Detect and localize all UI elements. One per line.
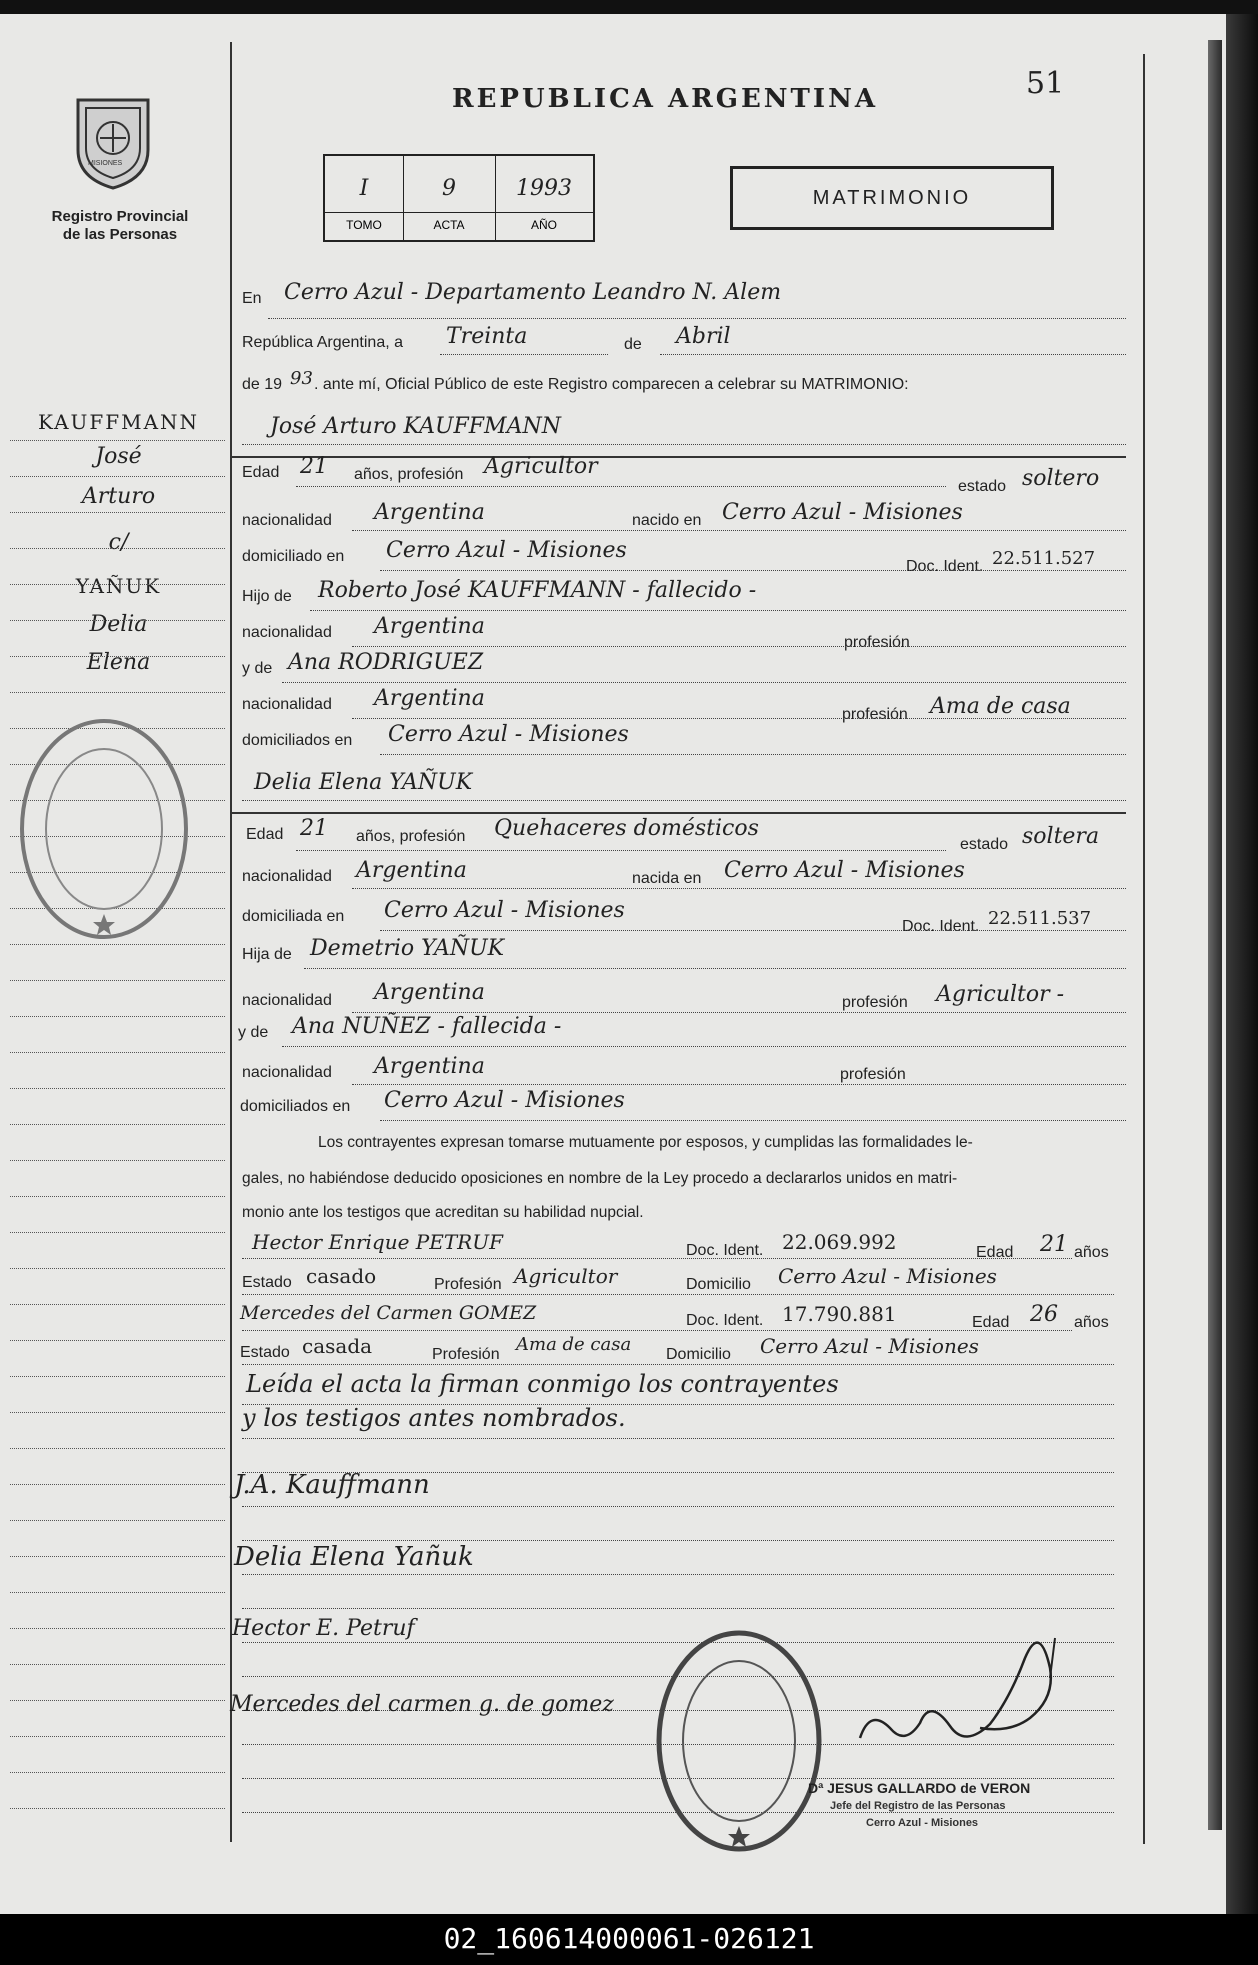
- en-label: En: [242, 290, 262, 307]
- estado-label: estado: [960, 836, 1009, 853]
- year-suffix: 93: [290, 368, 313, 389]
- margin-stamp: [14, 714, 194, 944]
- page-number: 51: [1026, 66, 1065, 101]
- groom-mother-profession: Ama de casa: [930, 694, 1071, 719]
- estado-label: estado: [958, 478, 1007, 495]
- dotted-line: [242, 444, 1126, 445]
- witness1-profession: Agricultor: [514, 1264, 618, 1288]
- margin-ruled-line: [10, 548, 225, 549]
- dotted-line: [440, 354, 608, 355]
- dotted-line: [242, 1258, 1072, 1259]
- acta-label: ACTA: [433, 218, 465, 232]
- margin-divider: [230, 42, 232, 1842]
- dotted-line: [352, 1012, 1126, 1013]
- witness2-domicile: Cerro Azul - Misiones: [760, 1334, 979, 1358]
- intro-statement: . ante mí, Oficial Público de este Registro comparecen a celebrar su MATRIMONIO:: [314, 376, 909, 393]
- margin-ruled-line: [10, 692, 225, 693]
- margin-ruled-line: [10, 980, 225, 981]
- margin-ruled-line: [10, 512, 225, 513]
- margin-ruled-line: [10, 1664, 225, 1665]
- margin-note: KAUFFMANN: [37, 410, 200, 434]
- domiciliados-label: domiciliados en: [242, 732, 353, 749]
- margin-ruled-line: [10, 620, 225, 621]
- margin-ruled-line: [10, 1052, 225, 1053]
- official-stamp: [652, 1626, 826, 1856]
- bride-mother-nationality: Argentina: [374, 1054, 485, 1079]
- witness-profesion-label: Profesión: [434, 1276, 502, 1293]
- file-id-bar: [0, 1914, 1258, 1965]
- groom-parents-domicile: Cerro Azul - Misiones: [388, 722, 629, 747]
- registry-name: [30, 208, 210, 244]
- margin-ruled-line: [10, 1736, 225, 1737]
- dotted-line: [352, 646, 1126, 647]
- dotted-line: [296, 850, 946, 851]
- dotted-line: [304, 968, 1126, 969]
- official-place: Cerro Azul - Misiones: [866, 1817, 979, 1829]
- groom-doc: 22.511.527: [992, 548, 1096, 569]
- margin-ruled-line: [10, 1700, 225, 1701]
- witness1-domicile: Cerro Azul - Misiones: [778, 1264, 997, 1288]
- witness-doc-label: Doc. Ident.: [686, 1242, 764, 1259]
- witness1-name: Hector Enrique PETRUF: [252, 1230, 503, 1254]
- doc-label: Doc. Ident.: [906, 558, 984, 575]
- signature-ruled-line: [242, 1540, 1114, 1541]
- dotted-line: [380, 754, 1126, 755]
- doc-label: Doc. Ident.: [902, 918, 980, 935]
- margin-ruled-line: [10, 1628, 225, 1629]
- nacionalidad-label: nacionalidad: [242, 868, 332, 885]
- bride-domicile: Cerro Azul - Misiones: [384, 898, 625, 923]
- witness2-estado: casada: [302, 1334, 373, 1358]
- dotted-line: [660, 354, 1126, 355]
- right-border: [1143, 54, 1145, 1844]
- margin-ruled-line: [10, 1808, 225, 1809]
- bride-birthplace: Cerro Azul - Misiones: [724, 858, 965, 883]
- closing-line1: Leída el acta la firman conmigo los contrayentes: [246, 1370, 839, 1398]
- signature-witness2: Mercedes del carmen g. de gomez: [230, 1692, 614, 1717]
- margin-ruled-line: [10, 1340, 225, 1341]
- margin-ruled-line: [10, 584, 225, 585]
- yde-label: y de: [238, 1024, 269, 1041]
- margin-ruled-line: [10, 1592, 225, 1593]
- dotted-line: [380, 570, 1126, 571]
- groom-nationality: Argentina: [374, 500, 485, 525]
- witness1-age: 21: [1040, 1232, 1068, 1257]
- groom-father: Roberto José KAUFFMANN - fallecido -: [318, 578, 757, 603]
- margin-ruled-line: [10, 1484, 225, 1485]
- dotted-line: [242, 1364, 1114, 1365]
- margin-ruled-line: [10, 1304, 225, 1305]
- domiciliada-label: domiciliada en: [242, 908, 345, 925]
- dotted-line: [242, 1294, 1114, 1295]
- margin-note: Delia: [89, 612, 148, 637]
- de-label: de: [624, 336, 642, 353]
- margin-ruled-line: [10, 656, 225, 657]
- registry-line2: de las Personas: [62, 226, 178, 243]
- registry-seal: [72, 90, 154, 190]
- dotted-line: [268, 318, 1126, 319]
- witness1-doc: 22.069.992: [782, 1230, 897, 1254]
- anos-profesion-label: años, profesión: [356, 828, 466, 845]
- dotted-line: [242, 1438, 1114, 1439]
- file-id: 02_160614000061-026121: [443, 1922, 815, 1955]
- bride-father-profession: Agricultor -: [936, 982, 1065, 1007]
- margin-ruled-line: [10, 1556, 225, 1557]
- domiciliado-label: domiciliado en: [242, 548, 345, 565]
- nacida-label: nacida en: [632, 870, 702, 887]
- bride-father: Demetrio YAÑUK: [310, 936, 505, 961]
- witness-edad-label: Edad: [972, 1314, 1010, 1331]
- signature-ruled-line: [242, 1506, 1114, 1507]
- ano-value: 1993: [516, 176, 572, 201]
- margin-ruled-line: [10, 1772, 225, 1773]
- edad-label: Edad: [246, 826, 284, 843]
- profesion-label: profesión: [842, 994, 908, 1011]
- dotted-line: [242, 1330, 1072, 1331]
- place-value: Cerro Azul - Departamento Leandro N. Alem: [284, 280, 782, 305]
- seal-text: MISIONES: [88, 160, 123, 167]
- margin-ruled-line: [10, 1016, 225, 1017]
- margin-ruled-line: [10, 1124, 225, 1125]
- margin-note: Arturo: [81, 484, 156, 509]
- witness-anos-label: años: [1074, 1244, 1109, 1261]
- dotted-line: [242, 800, 1126, 801]
- margin-ruled-line: [10, 1412, 225, 1413]
- ano-label: AÑO: [530, 218, 557, 232]
- bride-parents-domicile: Cerro Azul - Misiones: [384, 1088, 625, 1113]
- dotted-line: [296, 486, 946, 487]
- dotted-line: [380, 930, 1126, 931]
- witness-profesion-label: Profesión: [432, 1346, 500, 1363]
- day-value: Treinta: [446, 324, 528, 349]
- profesion-label: profesión: [842, 706, 908, 723]
- dotted-line: [310, 610, 1126, 611]
- dotted-line: [352, 1084, 1126, 1085]
- margin-ruled-line: [10, 1196, 225, 1197]
- margin-ruled-line: [10, 1520, 225, 1521]
- bride-estado: soltera: [1022, 824, 1100, 849]
- groom-name: José Arturo KAUFFMANN: [270, 414, 561, 439]
- groom-mother: Ana RODRIGUEZ: [288, 650, 484, 675]
- dotted-line: [352, 718, 1126, 719]
- record-type-box: [730, 166, 1054, 230]
- signature-ruled-line: [242, 1608, 1114, 1609]
- dotted-line: [380, 1120, 1126, 1121]
- witness-edad-label: Edad: [976, 1244, 1014, 1261]
- month-value: Abril: [676, 324, 731, 349]
- margin-note: Elena: [86, 650, 151, 675]
- witness1-estado: casado: [306, 1264, 377, 1288]
- dotted-line: [282, 682, 1126, 683]
- margin-note: c/: [108, 530, 129, 555]
- groom-age: 21: [300, 454, 328, 479]
- domiciliados-label: domiciliados en: [240, 1098, 351, 1115]
- declaration-line1: Los contrayentes expresan tomarse mutuamente por esposos, y cumplidas las formalidades le-: [318, 1134, 973, 1151]
- profesion-label: profesión: [844, 634, 910, 651]
- record-box: [323, 154, 595, 242]
- year-prefix: de 19: [242, 376, 283, 393]
- edad-label: Edad: [242, 464, 280, 481]
- margin-ruled-line: [10, 944, 225, 945]
- groom-profession: Agricultor: [484, 454, 598, 479]
- certificate-page: [0, 14, 1226, 1914]
- margin-ruled-line: [10, 1376, 225, 1377]
- margin-ruled-line: [10, 1232, 225, 1233]
- republica-label: República Argentina, a: [242, 334, 403, 351]
- bride-father-nationality: Argentina: [374, 980, 485, 1005]
- signature-ruled-line: [242, 1574, 1114, 1575]
- bride-name: Delia Elena YAÑUK: [254, 770, 473, 795]
- margin-ruled-line: [10, 440, 225, 441]
- witness-doc-label: Doc. Ident.: [686, 1312, 764, 1329]
- page-shadow: [1226, 14, 1258, 1914]
- tomo-value: I: [359, 176, 369, 201]
- yde-label: y de: [242, 660, 273, 677]
- groom-birthplace: Cerro Azul - Misiones: [722, 500, 963, 525]
- groom-father-nationality: Argentina: [374, 614, 485, 639]
- bride-mother: Ana NUÑEZ - fallecida -: [292, 1014, 562, 1039]
- official-name: Dª JESUS GALLARDO de VERON: [808, 1780, 1031, 1796]
- witness-estado-label: Estado: [242, 1274, 292, 1291]
- signature-bride: Delia Elena Yañuk: [234, 1542, 474, 1572]
- groom-domicile: Cerro Azul - Misiones: [386, 538, 627, 563]
- bride-age: 21: [300, 816, 328, 841]
- margin-note: José: [95, 444, 142, 469]
- nacionalidad-label: nacionalidad: [242, 696, 332, 713]
- section-rule: [232, 812, 1126, 814]
- record-type: MATRIMONIO: [812, 187, 972, 209]
- bride-profession: Quehaceres domésticos: [494, 816, 759, 841]
- witness2-doc: 17.790.881: [782, 1302, 897, 1326]
- dotted-line: [352, 530, 1126, 531]
- section-rule: [232, 456, 1126, 458]
- nacionalidad-label: nacionalidad: [242, 1064, 332, 1081]
- margin-note: YAÑUK: [75, 574, 162, 598]
- hijo-label: Hijo de: [242, 588, 292, 605]
- declaration-line2: gales, no habiéndose deducido oposiciones en nombre de la Ley procedo a declararlos unidos en matri-: [242, 1170, 958, 1187]
- margin-ruled-line: [10, 1448, 225, 1449]
- dotted-line: [282, 1046, 1126, 1047]
- bride-doc: 22.511.537: [988, 908, 1092, 929]
- witness-estado-label: Estado: [240, 1344, 290, 1361]
- nacionalidad-label: nacionalidad: [242, 624, 332, 641]
- anos-profesion-label: años, profesión: [354, 466, 464, 483]
- witness-domicilio-label: Domicilio: [686, 1276, 751, 1293]
- registry-line1: Registro Provincial: [51, 208, 189, 225]
- declaration-line3: monio ante los testigos que acreditan su habilidad nupcial.: [242, 1204, 644, 1221]
- witness-domicilio-label: Domicilio: [666, 1346, 731, 1363]
- dotted-line: [352, 888, 1126, 889]
- tomo-label: TOMO: [346, 218, 382, 232]
- profesion-label: profesión: [840, 1066, 906, 1083]
- official-signature: [850, 1628, 1080, 1758]
- bride-nationality: Argentina: [356, 858, 467, 883]
- witness-anos-label: años: [1074, 1314, 1109, 1331]
- hija-label: Hija de: [242, 946, 292, 963]
- margin-ruled-line: [10, 476, 225, 477]
- margin-ruled-line: [10, 1088, 225, 1089]
- acta-value: 9: [442, 176, 456, 201]
- country-title: REPUBLICA ARGENTINA: [452, 84, 879, 114]
- groom-mother-nationality: Argentina: [374, 686, 485, 711]
- witness2-age: 26: [1030, 1302, 1058, 1327]
- margin-ruled-line: [10, 1268, 225, 1269]
- signature-groom: J.A. Kauffmann: [234, 1470, 430, 1500]
- margin-ruled-line: [10, 1160, 225, 1161]
- groom-estado: soltero: [1022, 466, 1100, 491]
- signature-witness1: Hector E. Petruf: [232, 1616, 415, 1641]
- official-title: Jefe del Registro de las Personas: [830, 1800, 1006, 1812]
- nacionalidad-label: nacionalidad: [242, 512, 332, 529]
- closing-line2: y los testigos antes nombrados.: [242, 1404, 626, 1432]
- nacionalidad-label: nacionalidad: [242, 992, 332, 1009]
- page-binding-edge: [1208, 40, 1222, 1830]
- witness2-name: Mercedes del Carmen GOMEZ: [240, 1302, 537, 1324]
- nacido-label: nacido en: [632, 512, 702, 529]
- witness2-profession: Ama de casa: [516, 1334, 632, 1355]
